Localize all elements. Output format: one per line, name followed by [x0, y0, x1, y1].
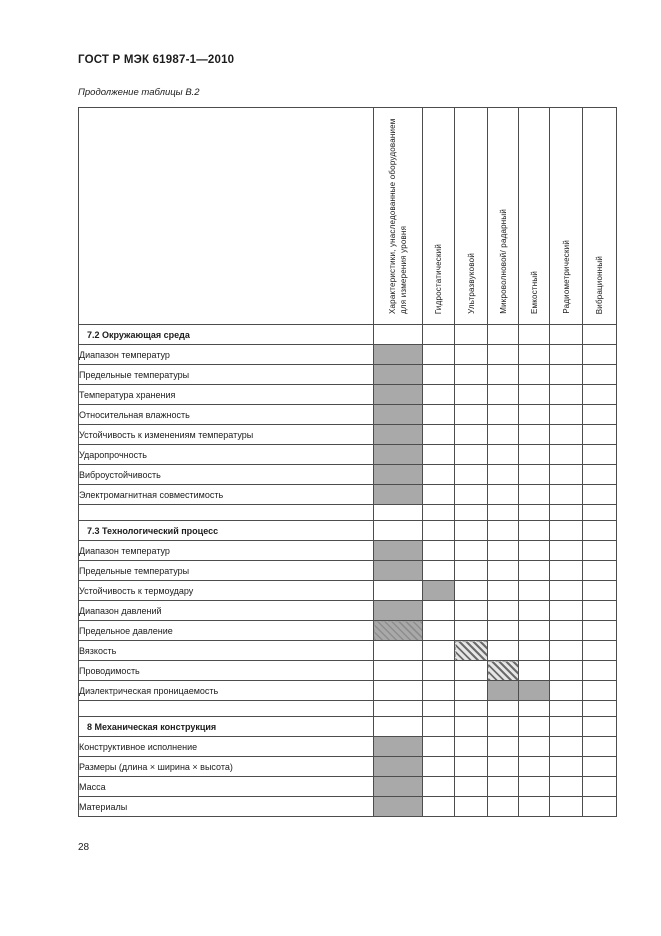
column-header-label: Характеристики, унаследованные оборудованием для измерения уровня: [388, 118, 408, 314]
spacer-row: [79, 505, 617, 521]
marked-cell-solid: [374, 601, 423, 621]
data-cell: [550, 797, 583, 817]
data-cell: [550, 385, 583, 405]
data-cell: [455, 325, 488, 345]
column-header-label: Микроволновой/ радарный: [498, 209, 508, 314]
data-cell: [423, 325, 455, 345]
data-cell: [423, 465, 455, 485]
data-cell: [423, 385, 455, 405]
data-cell: [519, 757, 550, 777]
data-cell: [550, 777, 583, 797]
section-row: [79, 717, 617, 737]
data-cell: [550, 365, 583, 385]
data-cell: [519, 365, 550, 385]
table-row: [79, 385, 617, 405]
data-cell: [455, 345, 488, 365]
data-cell: [455, 757, 488, 777]
table-row: [79, 601, 617, 621]
marked-cell-solid: [374, 345, 423, 365]
row-label: Относительная влажность: [79, 405, 374, 425]
data-cell: [423, 661, 455, 681]
data-cell: [519, 717, 550, 737]
data-cell: [374, 521, 423, 541]
data-cell: [488, 445, 519, 465]
data-cell: [423, 737, 455, 757]
marked-cell-solid: [519, 681, 550, 701]
marked-cell-solid: [374, 797, 423, 817]
data-cell: [423, 797, 455, 817]
data-cell: [455, 681, 488, 701]
data-cell: [519, 701, 550, 717]
row-label: [79, 701, 374, 717]
data-cell: [583, 581, 617, 601]
data-cell: [455, 737, 488, 757]
table-row: [79, 425, 617, 445]
data-cell: [550, 425, 583, 445]
data-cell: [550, 641, 583, 661]
data-cell: [488, 541, 519, 561]
data-cell: [488, 797, 519, 817]
column-header-6: [583, 108, 617, 325]
column-header-label: Радиометрический: [561, 240, 571, 314]
table-row: [79, 445, 617, 465]
marked-cell-hatch: [488, 661, 519, 681]
data-cell: [488, 485, 519, 505]
table-row: [79, 405, 617, 425]
row-label: Масса: [79, 777, 374, 797]
row-label: Предельные температуры: [79, 561, 374, 581]
marked-cell-solid: [374, 385, 423, 405]
spacer-row: [79, 701, 617, 717]
table-row: [79, 757, 617, 777]
marked-cell-solid: [488, 681, 519, 701]
column-header-5: [550, 108, 583, 325]
data-cell: [374, 581, 423, 601]
data-cell: [583, 701, 617, 717]
data-cell: [519, 485, 550, 505]
data-cell: [583, 661, 617, 681]
data-cell: [519, 797, 550, 817]
data-cell: [519, 325, 550, 345]
column-header-2: [455, 108, 488, 325]
data-cell: [519, 505, 550, 521]
data-cell: [488, 325, 519, 345]
marked-cell-hatch: [455, 641, 488, 661]
data-cell: [583, 365, 617, 385]
data-cell: [550, 701, 583, 717]
row-label: [79, 505, 374, 521]
standard-reference: ГОСТ Р МЭК 61987-1—2010: [78, 54, 235, 66]
data-cell: [423, 505, 455, 521]
data-cell: [550, 445, 583, 465]
data-cell: [550, 661, 583, 681]
data-cell: [423, 777, 455, 797]
data-cell: [550, 521, 583, 541]
data-cell: [550, 601, 583, 621]
data-cell: [488, 345, 519, 365]
data-cell: [455, 385, 488, 405]
row-label: Диапазон давлений: [79, 601, 374, 621]
section-row: [79, 325, 617, 345]
data-cell: [583, 601, 617, 621]
data-cell: [488, 561, 519, 581]
data-cell: [423, 541, 455, 561]
data-cell: [455, 425, 488, 445]
row-label: Предельные температуры: [79, 365, 374, 385]
row-label: Температура хранения: [79, 385, 374, 405]
data-cell: [550, 465, 583, 485]
data-cell: [488, 757, 519, 777]
row-label: Диэлектрическая проницаемость: [79, 681, 374, 701]
data-cell: [519, 445, 550, 465]
data-cell: [519, 561, 550, 581]
data-cell: [423, 345, 455, 365]
data-cell: [423, 445, 455, 465]
header-row: [79, 108, 617, 325]
data-cell: [423, 521, 455, 541]
data-cell: [519, 425, 550, 445]
data-cell: [519, 521, 550, 541]
data-cell: [423, 681, 455, 701]
data-cell: [488, 777, 519, 797]
data-cell: [488, 385, 519, 405]
marked-cell-solid: [374, 541, 423, 561]
data-cell: [455, 505, 488, 521]
data-cell: [583, 465, 617, 485]
data-cell: [550, 757, 583, 777]
data-cell: [423, 425, 455, 445]
row-label: Размеры (длина × ширина × высота): [79, 757, 374, 777]
data-cell: [519, 405, 550, 425]
data-cell: [583, 737, 617, 757]
data-cell: [455, 601, 488, 621]
data-cell: [455, 405, 488, 425]
data-cell: [519, 737, 550, 757]
data-cell: [488, 737, 519, 757]
data-cell: [583, 505, 617, 521]
row-label: Конструктивное исполнение: [79, 737, 374, 757]
table-row: [79, 681, 617, 701]
data-cell: [519, 345, 550, 365]
row-label: Диапазон температур: [79, 541, 374, 561]
data-cell: [583, 445, 617, 465]
column-header-3: [488, 108, 519, 325]
table-row: [79, 581, 617, 601]
column-header-label: Емкостный: [529, 271, 539, 314]
data-cell: [488, 621, 519, 641]
data-cell: [550, 505, 583, 521]
marked-cell-solid: [374, 465, 423, 485]
data-cell: [519, 777, 550, 797]
data-cell: [583, 345, 617, 365]
data-cell: [519, 661, 550, 681]
page-number: 28: [78, 842, 90, 853]
data-cell: [550, 717, 583, 737]
data-cell: [583, 425, 617, 445]
data-cell: [455, 621, 488, 641]
data-cell: [550, 621, 583, 641]
corner-cell: [79, 108, 374, 325]
data-cell: [519, 385, 550, 405]
column-header-1: [423, 108, 455, 325]
data-cell: [423, 365, 455, 385]
table-row: [79, 485, 617, 505]
data-cell: [583, 521, 617, 541]
data-cell: [455, 701, 488, 717]
table-row: [79, 345, 617, 365]
data-cell: [455, 581, 488, 601]
row-label: Вязкость: [79, 641, 374, 661]
table-row: [79, 737, 617, 757]
row-label: 8 Механическая конструкция: [79, 717, 374, 737]
marked-cell-solid: [374, 737, 423, 757]
data-cell: [423, 701, 455, 717]
data-cell: [488, 601, 519, 621]
row-label: Диапазон температур: [79, 345, 374, 365]
data-cell: [550, 581, 583, 601]
data-cell: [423, 601, 455, 621]
data-cell: [455, 365, 488, 385]
marked-cell-solid: [374, 777, 423, 797]
data-cell: [583, 621, 617, 641]
data-cell: [488, 641, 519, 661]
data-cell: [488, 701, 519, 717]
data-cell: [583, 485, 617, 505]
table-row: [79, 797, 617, 817]
data-cell: [374, 681, 423, 701]
table-row: [79, 621, 617, 641]
column-header-label: Гидростатический: [434, 243, 443, 314]
row-label: Проводимость: [79, 661, 374, 681]
data-cell: [423, 561, 455, 581]
marked-cell-solid: [423, 581, 455, 601]
data-cell: [519, 581, 550, 601]
data-cell: [583, 797, 617, 817]
data-cell: [519, 465, 550, 485]
table-row: [79, 641, 617, 661]
data-cell: [550, 345, 583, 365]
row-label: Электромагнитная совместимость: [79, 485, 374, 505]
marked-cell-solid: [374, 561, 423, 581]
data-cell: [519, 641, 550, 661]
data-cell: [455, 485, 488, 505]
data-cell: [374, 641, 423, 661]
data-cell: [488, 521, 519, 541]
marked-cell-solid-hatch: [374, 621, 423, 641]
characteristics-table: [78, 107, 617, 817]
marked-cell-solid: [374, 425, 423, 445]
table-row: [79, 365, 617, 385]
data-cell: [455, 465, 488, 485]
marked-cell-solid: [374, 405, 423, 425]
data-cell: [583, 385, 617, 405]
data-cell: [374, 701, 423, 717]
data-cell: [374, 505, 423, 521]
data-cell: [374, 717, 423, 737]
data-cell: [455, 797, 488, 817]
data-cell: [488, 365, 519, 385]
data-cell: [550, 325, 583, 345]
row-label: Виброустойчивость: [79, 465, 374, 485]
data-cell: [423, 621, 455, 641]
data-cell: [423, 717, 455, 737]
marked-cell-solid: [374, 757, 423, 777]
data-cell: [455, 717, 488, 737]
data-cell: [488, 581, 519, 601]
data-cell: [488, 405, 519, 425]
column-header-0: [374, 108, 423, 325]
table-row: [79, 541, 617, 561]
data-cell: [550, 405, 583, 425]
marked-cell-solid: [374, 445, 423, 465]
data-cell: [583, 561, 617, 581]
table-row: [79, 777, 617, 797]
data-cell: [423, 485, 455, 505]
table-row: [79, 561, 617, 581]
data-cell: [583, 681, 617, 701]
data-cell: [550, 737, 583, 757]
data-cell: [519, 601, 550, 621]
table-row: [79, 661, 617, 681]
row-label: Устойчивость к термоудару: [79, 581, 374, 601]
data-cell: [455, 541, 488, 561]
table-row: [79, 465, 617, 485]
data-cell: [423, 757, 455, 777]
row-label: 7.2 Окружающая среда: [79, 325, 374, 345]
data-cell: [519, 621, 550, 641]
marked-cell-solid: [374, 365, 423, 385]
column-header-label: Вибрационный: [595, 255, 604, 314]
data-cell: [583, 777, 617, 797]
data-cell: [423, 641, 455, 661]
data-cell: [583, 641, 617, 661]
data-cell: [583, 541, 617, 561]
data-cell: [550, 561, 583, 581]
row-label: Материалы: [79, 797, 374, 817]
data-cell: [550, 485, 583, 505]
data-cell: [374, 325, 423, 345]
data-cell: [583, 717, 617, 737]
data-cell: [583, 325, 617, 345]
row-label: Устойчивость к изменениям температуры: [79, 425, 374, 445]
marked-cell-solid: [374, 485, 423, 505]
data-cell: [455, 777, 488, 797]
data-cell: [550, 681, 583, 701]
column-header-label: Ультразвуковой: [466, 253, 476, 314]
data-cell: [423, 405, 455, 425]
data-cell: [488, 505, 519, 521]
data-cell: [583, 405, 617, 425]
data-cell: [455, 561, 488, 581]
table-body: [79, 325, 617, 817]
data-cell: [374, 661, 423, 681]
data-cell: [488, 465, 519, 485]
data-cell: [583, 757, 617, 777]
data-cell: [488, 425, 519, 445]
column-header-4: [519, 108, 550, 325]
data-cell: [455, 521, 488, 541]
data-cell: [455, 661, 488, 681]
table-continuation-caption: Продолжение таблицы В.2: [78, 87, 200, 98]
data-cell: [550, 541, 583, 561]
data-cell: [488, 717, 519, 737]
row-label: Предельное давление: [79, 621, 374, 641]
row-label: 7.3 Технологический процесс: [79, 521, 374, 541]
row-label: Ударопрочность: [79, 445, 374, 465]
section-row: [79, 521, 617, 541]
data-cell: [455, 445, 488, 465]
data-cell: [519, 541, 550, 561]
